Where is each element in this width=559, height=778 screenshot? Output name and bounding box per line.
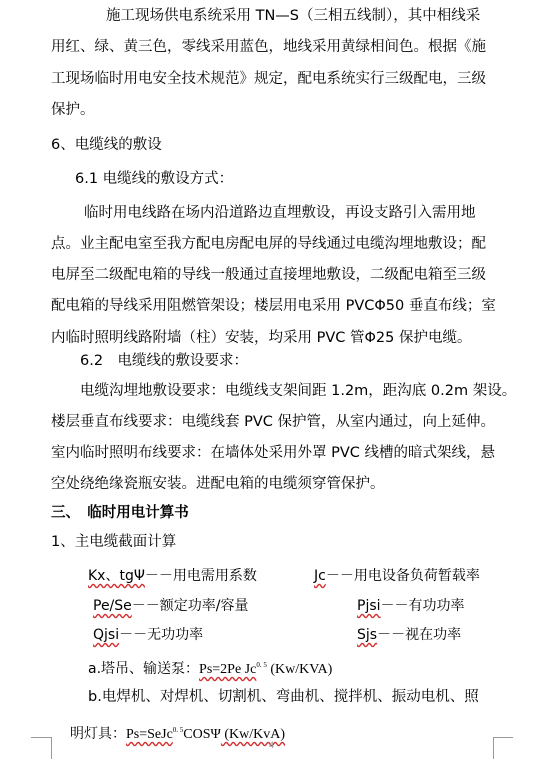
paragraph-line: 临时用电线路在场内沿道路边直埋敷设，再设支路引入需用地 [84, 205, 476, 221]
definition-qjsi: Qjsi－－无功功率 [93, 627, 204, 643]
paragraph-line: 空处绕绝缘瓷瓶安装。进配电箱的电缆须穿管保护。 [51, 476, 385, 492]
definition-sjs: Sjs－－视在功率 [357, 627, 462, 643]
paragraph-line: 保护。 [51, 102, 95, 118]
heading-cable-laying: 6、电缆线的敷设 [51, 137, 162, 153]
heading-section-3: 三、 临时用电计算书 [51, 505, 189, 521]
paragraph-line: 工现场临时用电安全技术规范》规定，配电系统实行三级配电，三级 [51, 71, 486, 87]
paragraph-line: 施工现场供电系统采用 TN—S（三相五线制），其中相线采 [106, 8, 481, 24]
heading-6-1: 6.1 电缆线的敷设方式： [75, 171, 234, 187]
paragraph-line: 楼层垂直布线要求：电缆线套 PVC 保护管，从室内通过，向上延伸。 [51, 414, 496, 430]
formula-b-line2: 明灯具：Ps=SeJc$^{0. 5}$COSΨ (Kw/KvA) [70, 726, 286, 742]
paragraph-line: 电缆沟埋地敷设要求：电缆线支架间距 1.2m，距沟底 0.2m 架设。 [80, 383, 517, 399]
definition-pe-se: Pe/Se－－额定功率/容量 [93, 598, 249, 614]
page-number: 4 [269, 740, 275, 750]
formula-a: a.塔吊、输送泵：Ps=2Pe $Jc^{0. 5}$ (Kw/KVA) [88, 661, 333, 677]
paragraph-line: 电屏至二级配电箱的导线一般通过直接埋地敷设，二级配电箱至三级 [51, 267, 486, 283]
definition-pjsi: Pjsi－－有功功率 [357, 598, 465, 614]
formula-b-line1: b.电焊机、对焊机、切割机、弯曲机、搅拌机、振动电机、照 [88, 689, 479, 705]
corner-mark-right-horizontal [493, 737, 513, 738]
corner-mark-left-horizontal [31, 737, 51, 738]
heading-6-2: 6.2 电缆线的敷设要求： [80, 353, 249, 369]
paragraph-line: 配电箱的导线采用阻燃管架设；楼层用电采用 PVCΦ50 垂直布线；室 [51, 298, 496, 314]
corner-mark-right-vertical [493, 737, 494, 759]
paragraph-line: 室内临时照明布线要求：在墙体处采用外罩 PVC 线槽的暗式架线，悬 [51, 445, 496, 461]
paragraph-line: 点。业主配电室至我方配电房配电屏的导线通过电缆沟埋地敷设；配 [51, 236, 486, 252]
paragraph-line: 用红、绿、黄三色，零线采用蓝色，地线采用黄绿相间色。根据《施 [51, 39, 486, 55]
heading-main-cable: 1、主电缆截面计算 [51, 534, 177, 550]
definition-kx: Kx、tgΨ－－用电需用系数 [88, 568, 257, 584]
definition-jc: Jc－－用电设备负荷暂载率 [314, 568, 480, 584]
paragraph-line: 内临时照明线路附墙（柱）安装，均采用 PVC 管Φ25 保护电缆。 [51, 330, 472, 346]
corner-mark-left-vertical [51, 737, 52, 759]
